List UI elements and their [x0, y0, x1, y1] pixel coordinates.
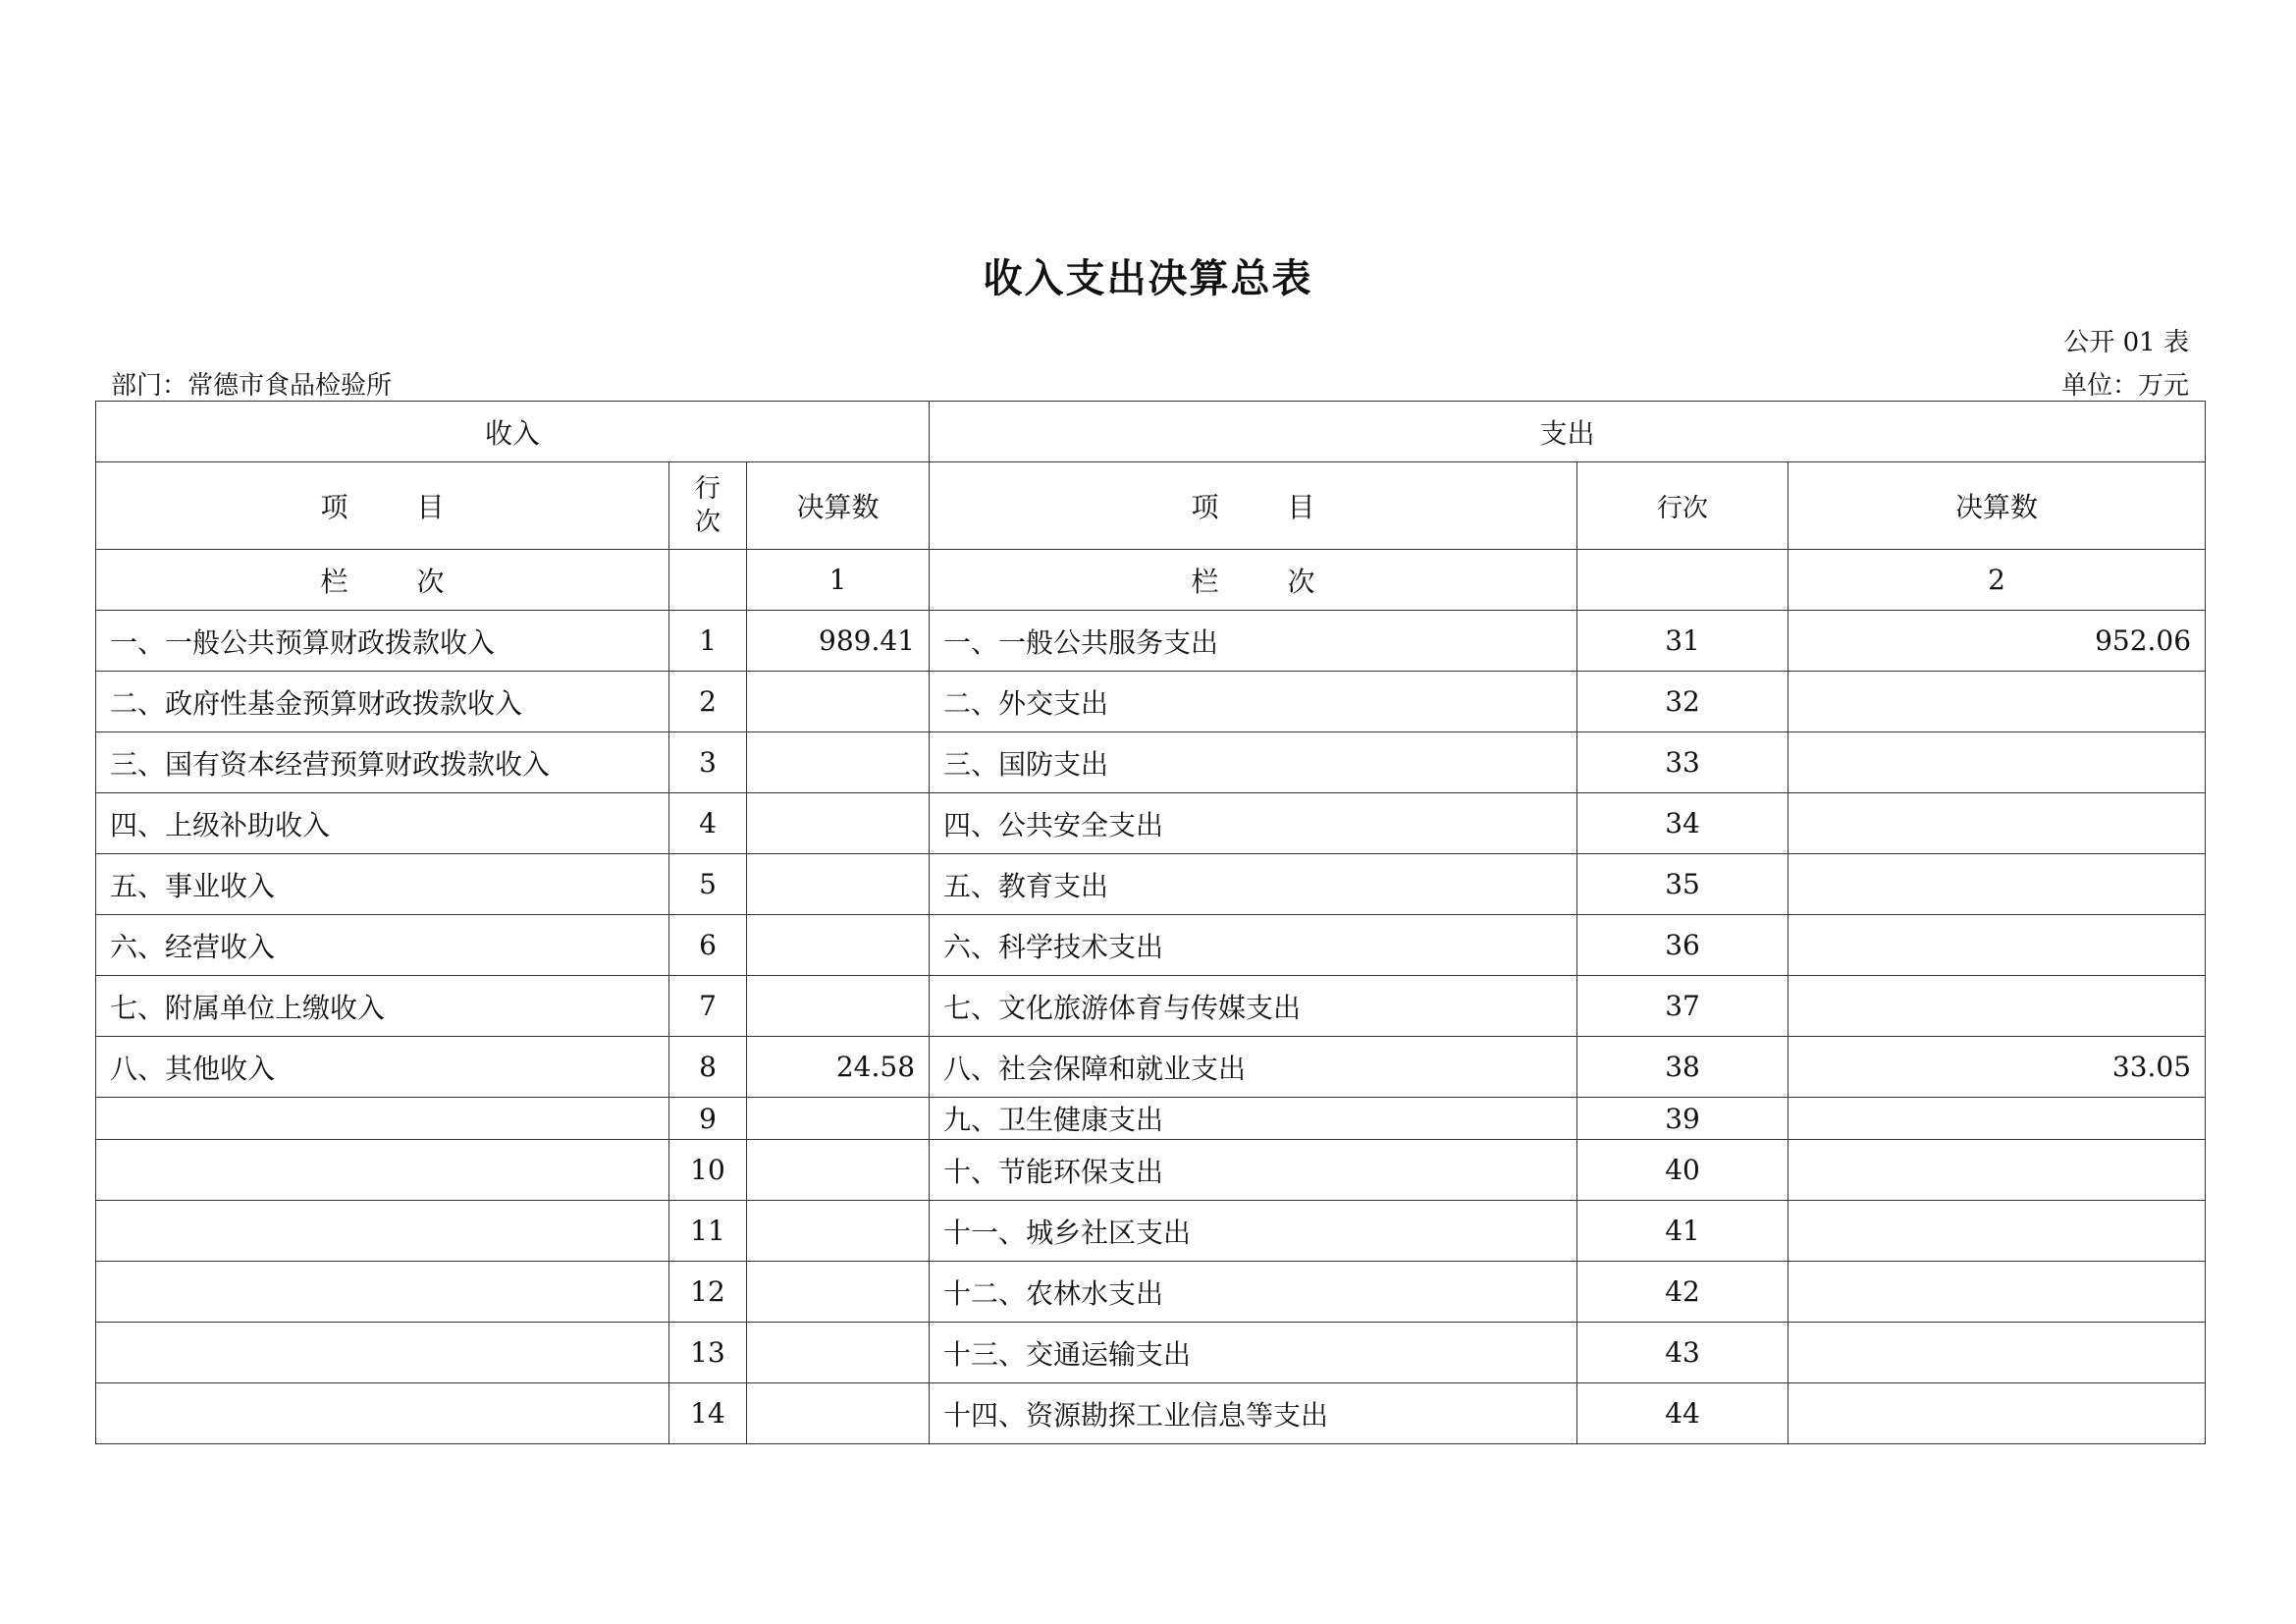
- income-line-cell: 1: [669, 611, 747, 672]
- expense-item-cell: 三、国防支出: [930, 732, 1577, 793]
- income-item-cell: [96, 1323, 669, 1383]
- income-amount-cell: [747, 672, 930, 732]
- income-amount-cell: [747, 854, 930, 915]
- income-line-cell: 11: [669, 1201, 747, 1262]
- income-item-cell: [96, 1262, 669, 1323]
- expense-sequence-number: 2: [1789, 550, 2206, 611]
- expense-sequence-line: [1577, 550, 1789, 611]
- income-line-cell: 10: [669, 1140, 747, 1201]
- expense-line-cell: 39: [1577, 1098, 1789, 1140]
- expense-item-cell: 八、社会保障和就业支出: [930, 1037, 1577, 1098]
- income-line-cell: 4: [669, 793, 747, 854]
- expense-amount-cell: [1789, 672, 2206, 732]
- expense-line-cell: 44: [1577, 1383, 1789, 1444]
- form-number: 公开 01 表: [2063, 328, 2189, 357]
- table-row: [96, 1323, 2206, 1383]
- expense-amount-cell: [1789, 1201, 2206, 1262]
- income-amount-cell: [747, 915, 930, 976]
- income-amount-cell: 24.58: [747, 1037, 930, 1098]
- budget-summary-table: [95, 401, 2206, 1444]
- expense-amount-cell: [1789, 854, 2206, 915]
- expense-line-header: 行次: [1577, 462, 1789, 550]
- expense-amount-header: 决算数: [1789, 462, 2206, 550]
- expense-item-cell: 六、科学技术支出: [930, 915, 1577, 976]
- income-amount-cell: [747, 793, 930, 854]
- expense-line-cell: 36: [1577, 915, 1789, 976]
- income-item-cell: [96, 1140, 669, 1201]
- table-row: [96, 1140, 2206, 1201]
- item-header-char-2: 目: [416, 491, 445, 523]
- table-row: [96, 793, 2206, 854]
- income-line-cell: 5: [669, 854, 747, 915]
- expense-item-cell: 四、公共安全支出: [930, 793, 1577, 854]
- item-header-char-1: 项: [320, 491, 348, 523]
- income-amount-cell: [747, 1201, 930, 1262]
- income-amount-cell: [747, 1383, 930, 1444]
- income-amount-cell: [747, 732, 930, 793]
- income-item-cell: [96, 1201, 669, 1262]
- expense-line-cell: 41: [1577, 1201, 1789, 1262]
- expense-amount-cell: [1789, 1262, 2206, 1323]
- income-line-cell: 8: [669, 1037, 747, 1098]
- expense-line-cell: 35: [1577, 854, 1789, 915]
- unit-label: 单位：万元: [2060, 371, 2189, 401]
- income-line-cell: 13: [669, 1323, 747, 1383]
- income-amount-cell: [747, 1323, 930, 1383]
- income-line-cell: 3: [669, 732, 747, 793]
- expense-item-header: [930, 462, 1577, 550]
- expense-amount-cell: [1789, 793, 2206, 854]
- expense-line-cell: 40: [1577, 1140, 1789, 1201]
- income-item-cell: [96, 1098, 669, 1140]
- income-item-cell: 五、事业收入: [96, 854, 669, 915]
- expense-amount-cell: [1789, 1098, 2206, 1140]
- expense-line-cell: 31: [1577, 611, 1789, 672]
- table-title: 收入支出决算总表: [983, 255, 1313, 301]
- item-header-char-1: 项: [1191, 491, 1219, 523]
- table-row: [96, 611, 2206, 672]
- expense-amount-cell: [1789, 915, 2206, 976]
- income-item-cell: 六、经营收入: [96, 915, 669, 976]
- income-line-cell: 6: [669, 915, 747, 976]
- table-row: [96, 1098, 2206, 1140]
- income-line-cell: 7: [669, 976, 747, 1037]
- table-row: [96, 1037, 2206, 1098]
- expense-amount-cell: [1789, 1140, 2206, 1201]
- income-amount-cell: [747, 1262, 930, 1323]
- expense-sequence-label: 栏 次: [930, 550, 1577, 611]
- table-row: [96, 854, 2206, 915]
- expense-item-cell: 七、文化旅游体育与传媒支出: [930, 976, 1577, 1037]
- expense-item-cell: 九、卫生健康支出: [930, 1098, 1577, 1140]
- income-item-cell: 四、上级补助收入: [96, 793, 669, 854]
- expense-line-cell: 43: [1577, 1323, 1789, 1383]
- expense-item-cell: 十四、资源勘探工业信息等支出: [930, 1383, 1577, 1444]
- income-amount-cell: [747, 976, 930, 1037]
- income-item-cell: 一、一般公共预算财政拨款收入: [96, 611, 669, 672]
- expense-line-cell: 38: [1577, 1037, 1789, 1098]
- expense-item-cell: 十一、城乡社区支出: [930, 1201, 1577, 1262]
- expense-line-cell: 37: [1577, 976, 1789, 1037]
- expense-amount-cell: [1789, 1323, 2206, 1383]
- expense-line-cell: 34: [1577, 793, 1789, 854]
- expense-amount-cell: [1789, 976, 2206, 1037]
- table-row: [96, 1262, 2206, 1323]
- expense-item-cell: 五、教育支出: [930, 854, 1577, 915]
- table-row: [96, 915, 2206, 976]
- income-line-cell: 9: [669, 1098, 747, 1140]
- income-item-cell: 二、政府性基金预算财政拨款收入: [96, 672, 669, 732]
- item-header-char-2: 目: [1287, 491, 1315, 523]
- income-amount-header: 决算数: [747, 462, 930, 550]
- expense-item-cell: 十三、交通运输支出: [930, 1323, 1577, 1383]
- expense-item-cell: 十、节能环保支出: [930, 1140, 1577, 1201]
- expense-item-cell: 二、外交支出: [930, 672, 1577, 732]
- income-amount-cell: [747, 1098, 930, 1140]
- column-sequence-row: [96, 550, 2206, 611]
- column-header-row: [96, 462, 2206, 550]
- table-row: [96, 732, 2206, 793]
- income-line-header: [669, 462, 747, 550]
- income-section-header: 收入: [96, 402, 930, 462]
- department-label: 部门：常德市食品检验所: [111, 371, 393, 401]
- expense-item-cell: 一、一般公共服务支出: [930, 611, 1577, 672]
- section-header-row: [96, 402, 2206, 462]
- income-item-cell: [96, 1383, 669, 1444]
- income-item-cell: 七、附属单位上缴收入: [96, 976, 669, 1037]
- line-header-char-1: 行: [694, 474, 721, 504]
- income-line-cell: 12: [669, 1262, 747, 1323]
- expense-amount-cell: 33.05: [1789, 1037, 2206, 1098]
- expense-section-header: 支出: [930, 402, 2206, 462]
- line-header-char-2: 次: [694, 508, 721, 537]
- income-item-cell: 三、国有资本经营预算财政拨款收入: [96, 732, 669, 793]
- table-row: [96, 672, 2206, 732]
- table-row: [96, 1201, 2206, 1262]
- expense-amount-cell: [1789, 732, 2206, 793]
- expense-amount-cell: [1789, 1383, 2206, 1444]
- income-sequence-number: 1: [747, 550, 930, 611]
- expense-line-cell: 32: [1577, 672, 1789, 732]
- income-amount-cell: 989.41: [747, 611, 930, 672]
- expense-item-cell: 十二、农林水支出: [930, 1262, 1577, 1323]
- table-row: [96, 1383, 2206, 1444]
- income-item-header: [96, 462, 669, 550]
- income-sequence-label: 栏 次: [96, 550, 669, 611]
- income-line-cell: 14: [669, 1383, 747, 1444]
- expense-line-cell: 42: [1577, 1262, 1789, 1323]
- income-sequence-line: [669, 550, 747, 611]
- income-line-cell: 2: [669, 672, 747, 732]
- table-row: [96, 976, 2206, 1037]
- income-amount-cell: [747, 1140, 930, 1201]
- expense-line-cell: 33: [1577, 732, 1789, 793]
- income-item-cell: 八、其他收入: [96, 1037, 669, 1098]
- expense-amount-cell: 952.06: [1789, 611, 2206, 672]
